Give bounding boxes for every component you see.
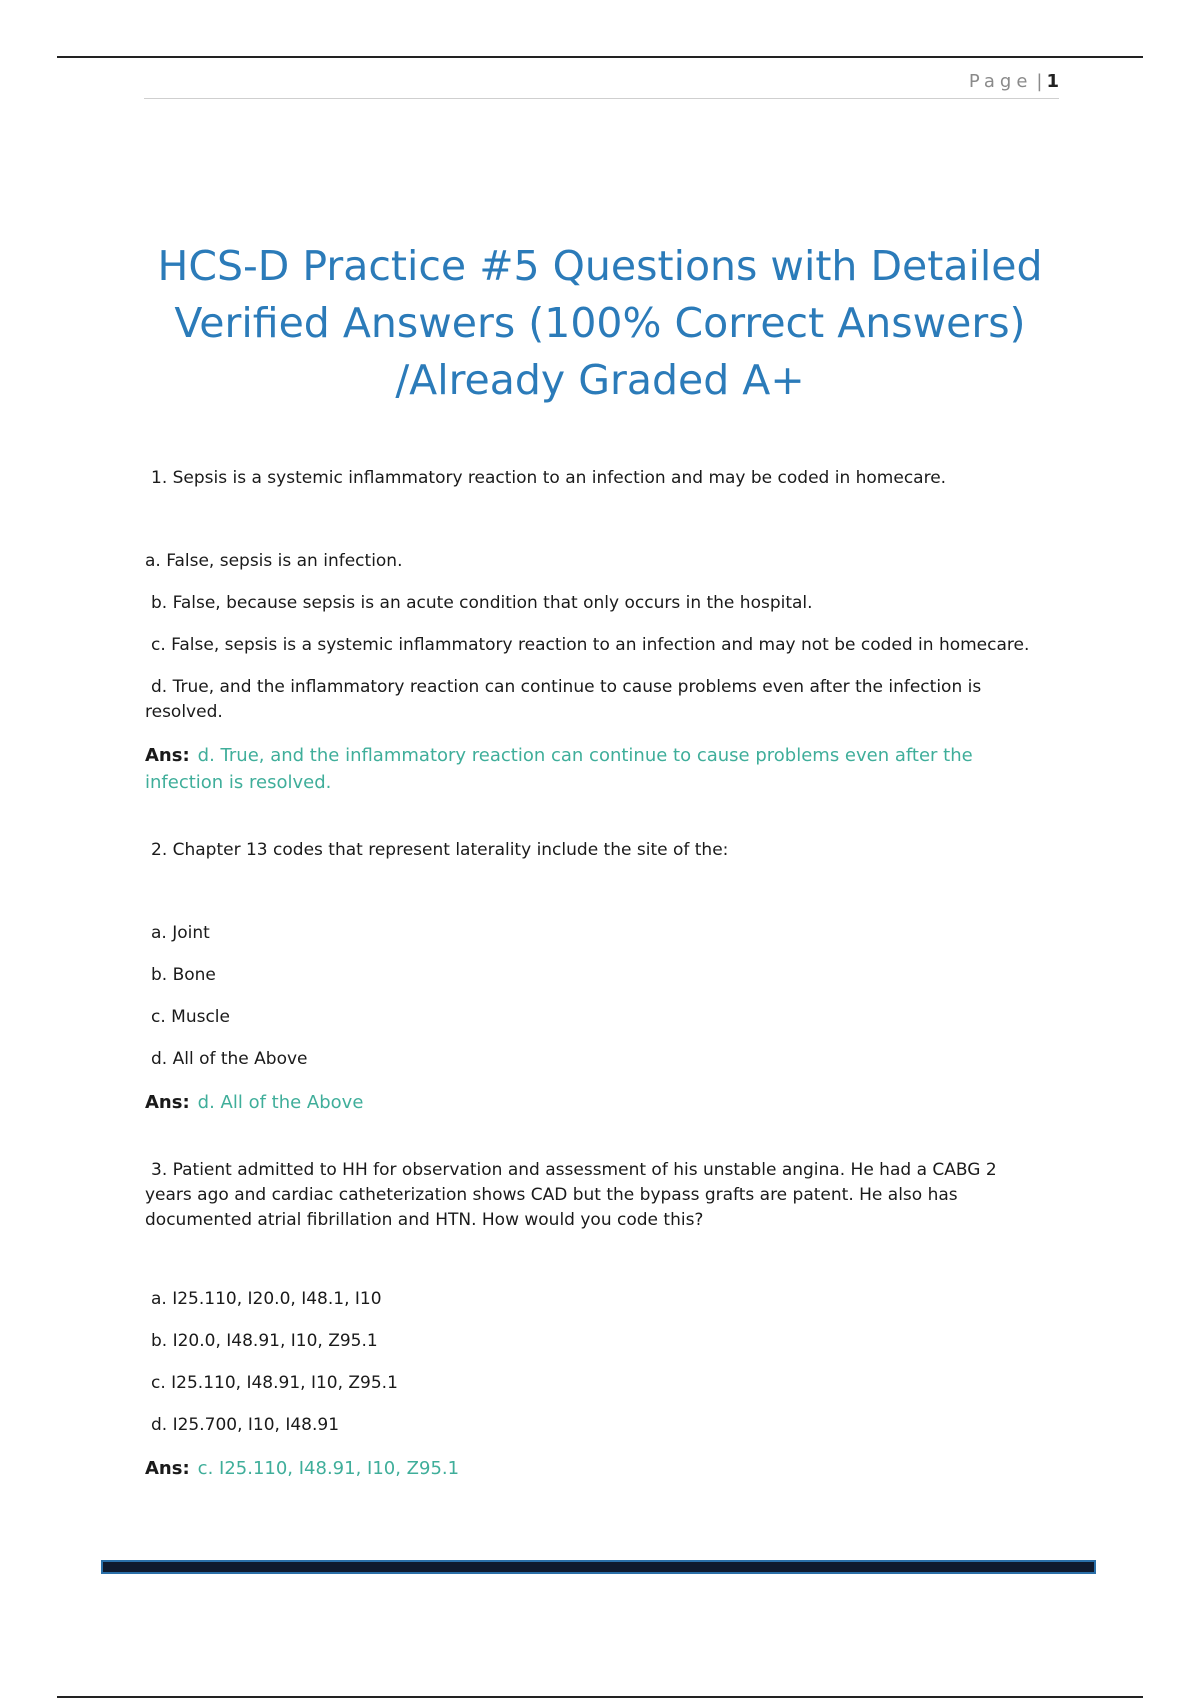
answer-label: Ans: [145,1458,190,1479]
answer-label: Ans: [145,1092,190,1113]
answer-option: b. Bone [151,965,216,985]
question-text: 3. Patient admitted to HH for observation and assessment of his unstable angina. He had a CABG 2 years ago and cardiac catheterization shows CAD but the bypass grafts are patent. He also has documented atrial fibrillation and HTN. How would you code this? [145,1160,997,1230]
question-block [145,838,1045,1116]
answer-option: b. I20.0, I48.91, I10, Z95.1 [151,1331,378,1351]
answer-option: d. I25.700, I10, I48.91 [151,1415,340,1435]
document-title: HCS-D Practice #5 Questions with Detailed Verified Answers (100% Correct Answers) /Already Graded A+ [157,242,1043,404]
page-separator: | [1036,71,1043,92]
answer-label: Ans: [145,745,190,766]
footer-bar [101,1560,1096,1574]
question-text: 2. Chapter 13 codes that represent laterality include the site of the: [151,840,729,860]
answer-text: d. True, and the inflammatory reaction can continue to cause problems even after the infection is resolved. [145,745,973,793]
answer-option: a. False, sepsis is an infection. [145,551,403,571]
top-rule [57,56,1143,58]
answer-option: d. All of the Above [151,1049,308,1069]
correct-answer [145,1089,1045,1116]
answer-option: d. True, and the inflammatory reaction can continue to cause problems even after the infection is resolved. [145,677,982,722]
answer-option: c. Muscle [151,1007,230,1027]
bottom-rule [57,1696,1143,1698]
answer-option: a. Joint [151,923,210,943]
answer-text: c. I25.110, I48.91, I10, Z95.1 [197,1458,460,1479]
question-block [145,1158,1045,1482]
page-label: Page [968,71,1033,92]
answer-option: c. I25.110, I48.91, I10, Z95.1 [151,1373,398,1393]
answer-option: b. False, because sepsis is an acute condition that only occurs in the hospital. [151,593,813,613]
question-text: 1. Sepsis is a systemic inflammatory reaction to an infection and may be coded in homecare. [151,468,947,488]
page-number: 1 [1046,71,1059,92]
answer-option: a. I25.110, I20.0, I48.1, I10 [151,1289,382,1309]
document-content [145,466,1045,1524]
correct-answer [145,1455,1045,1482]
answer-option: c. False, sepsis is a systemic inflammatory reaction to an infection and may not be coded in homecare. [151,635,1030,655]
page-header [144,68,1059,99]
question-block [145,466,1045,796]
correct-answer [145,742,1045,796]
answer-text: d. All of the Above [197,1092,364,1113]
